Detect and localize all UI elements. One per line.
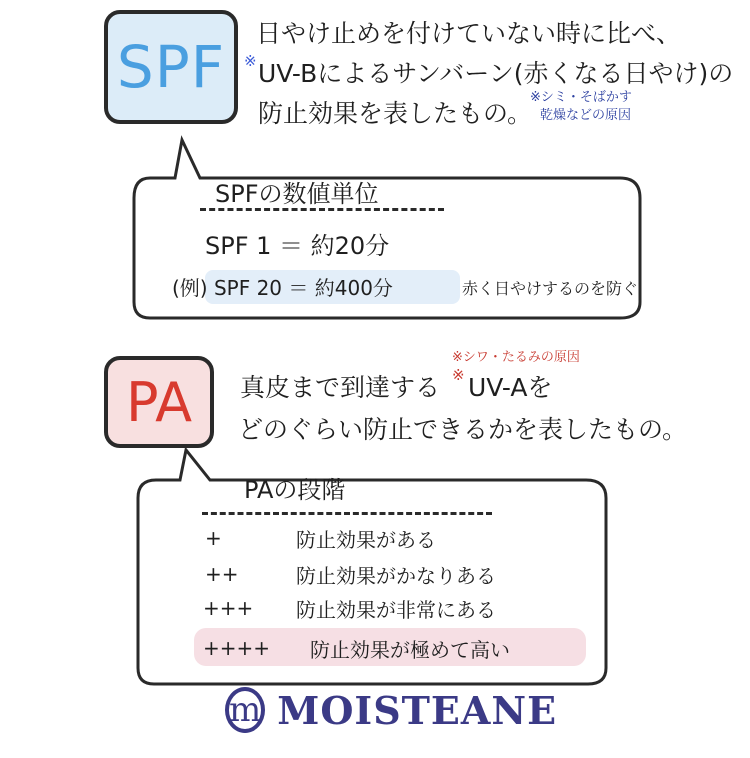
logo-mark: m [225,687,265,733]
spf-title-divider [200,208,444,211]
pa-level-1-symbol: + [205,526,222,550]
pa-level-1-label: 防止効果がある [296,528,436,552]
spf-side-note-2: 乾燥などの原因 [540,108,632,123]
pa-level-2-symbol: ++ [205,562,239,586]
pa-badge [104,356,214,448]
pa-level-2-label: 防止効果がかなりある [296,564,496,588]
pa-uva-mark: ※ [452,366,465,384]
pa-description-line-1a: 真皮まで到達する [240,373,441,402]
logo-text: MOISTEANE [277,687,558,733]
pa-top-note: ※シワ・たるみの原因 [452,350,580,365]
pa-badge-label: PA [125,370,193,434]
pa-level-3-symbol: +++ [203,596,254,620]
spf-box-title: SPFの数値単位 [215,180,379,208]
spf-box-line-1: SPF 1 ＝ 約20分 [205,232,390,260]
pa-level-4-label: 防止効果が極めて高い [310,638,510,662]
pa-title-divider [202,512,492,515]
spf-box-line-2-note: 赤く日やけするのを防ぐ [462,279,639,298]
spf-badge-label: SPF [116,33,226,101]
pa-description-line-2: どのぐらい防止できるかを表したもの。 [238,415,688,444]
moisteane-logo [225,682,558,738]
spf-description-line-1: 日やけ止めを付けていない時に比べ、 [256,19,682,48]
pa-level-4-symbol: ++++ [203,636,271,660]
spf-badge [104,10,238,124]
pa-box-title: PAの段階 [244,476,346,504]
spf-box-line-2: (例) SPF 20 ＝ 約400分 [172,276,393,300]
spf-uvb-mark: ※ [244,52,257,70]
spf-side-note-1: ※シミ・そばかす [530,90,632,105]
pa-description-line-1b: UV-Aを [468,373,553,402]
pa-level-3-label: 防止効果が非常にある [296,598,496,622]
spf-description-line-3: 防止効果を表したもの。 [258,99,533,128]
spf-description-line-2: UV-Bによるサンバーン(赤くなる日やけ)の [258,59,734,88]
